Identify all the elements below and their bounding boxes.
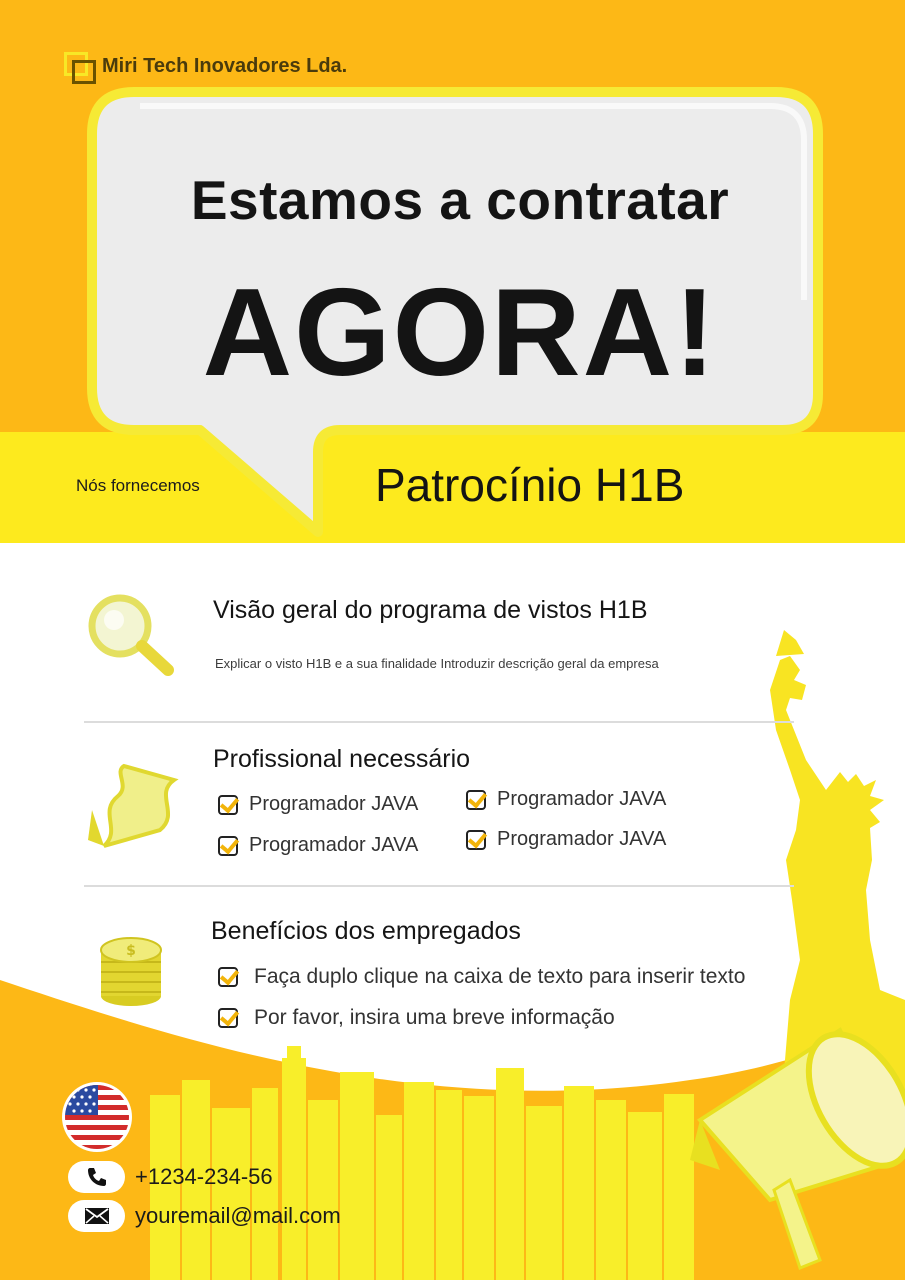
sponsorship-title: Patrocínio H1B xyxy=(375,459,685,511)
professional-item: Programador JAVA xyxy=(466,788,666,811)
us-flag-icon xyxy=(62,1082,132,1152)
checkbox-icon xyxy=(218,836,238,856)
company-logo xyxy=(64,52,347,80)
benefit-item: Por favor, insira uma breve informação xyxy=(218,1006,615,1030)
company-name: Miri Tech Inovadores Lda. xyxy=(102,54,348,77)
headline-line2: AGORA! xyxy=(202,264,718,402)
svg-text:$: $ xyxy=(126,943,136,959)
phone-icon xyxy=(85,1165,109,1189)
professional-item: Programador JAVA xyxy=(218,834,418,857)
scroll-icon xyxy=(84,760,182,856)
phone-number[interactable]: +1234-234-56 xyxy=(135,1164,273,1189)
magnifier-icon xyxy=(86,594,178,680)
divider xyxy=(84,721,794,723)
email-pill xyxy=(68,1200,125,1232)
checkbox-icon xyxy=(218,1008,238,1028)
section-professional-title: Profissional necessário xyxy=(213,745,471,773)
envelope-icon xyxy=(84,1207,110,1225)
checkbox-icon xyxy=(466,790,486,810)
divider xyxy=(84,885,794,887)
email-address[interactable]: youremail@mail.com xyxy=(135,1203,341,1228)
provide-label: Nós fornecemos xyxy=(76,476,200,495)
section-visa-title: Visão geral do programa de vistos H1B xyxy=(213,596,648,624)
checkbox-icon xyxy=(218,967,238,987)
professional-item: Programador JAVA xyxy=(466,828,666,851)
checkbox-icon xyxy=(218,795,238,815)
headline-line1: Estamos a contratar xyxy=(190,169,730,231)
logo-mark-icon xyxy=(64,52,94,80)
section-benefits-title: Benefícios dos empregados xyxy=(211,917,521,945)
benefit-item: Faça duplo clique na caixa de texto para inserir texto xyxy=(218,965,745,989)
section-visa-description: Explicar o visto H1B e a sua finalidade Introduzir descrição geral da empresa xyxy=(215,656,659,671)
checkbox-icon xyxy=(466,830,486,850)
coins-icon xyxy=(98,926,164,1010)
professional-item: Programador JAVA xyxy=(218,793,418,816)
phone-pill xyxy=(68,1161,125,1193)
